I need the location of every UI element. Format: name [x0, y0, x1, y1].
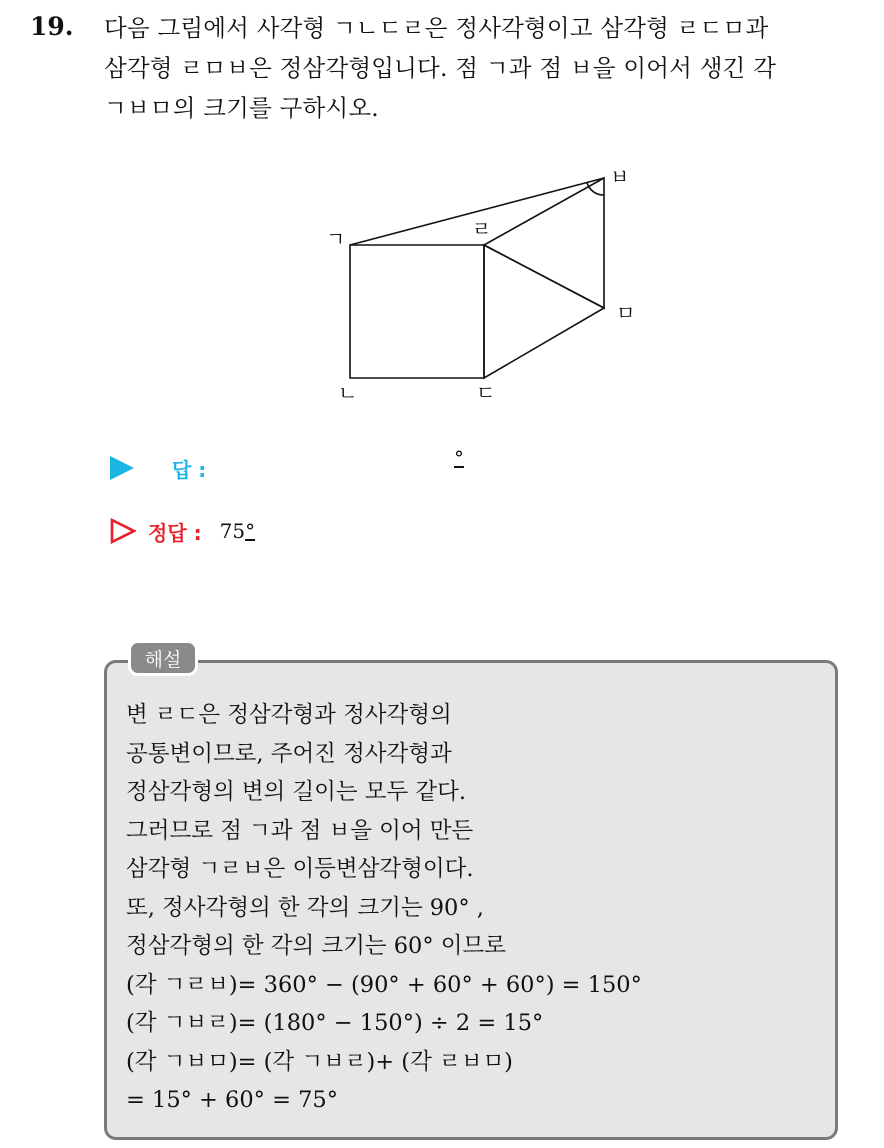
geometry-figure — [300, 150, 660, 410]
explanation-line: (각 ㄱㄹㅂ)= 360° − (90° + 60° + 60°) = 150° — [126, 971, 642, 998]
explanation-line: 또, 정사각형의 한 각의 크기는 90° , — [126, 894, 484, 921]
vertex-label-digeut: ㄷ — [476, 381, 496, 405]
vertex-label-bieup: ㅂ — [610, 165, 630, 189]
question-text — [104, 8, 874, 128]
vertex-label-mieum: ㅁ — [616, 301, 636, 325]
explanation-line: 삼각형 ㄱㄹㅂ은 이등변삼각형이다. — [126, 856, 474, 882]
correct-answer-number: 75 — [219, 519, 246, 543]
question-line: 삼각형 ㄹㅁㅂ은 정삼각형입니다. 점 ㄱ과 점 ㅂ을 이어서 생긴 각 — [104, 54, 777, 82]
explanation-line: 정삼각형의 한 각의 크기는 60° 이므로 — [126, 933, 506, 959]
angle-mark — [587, 183, 604, 196]
triangle-rieul-digeut-mieum — [484, 245, 604, 378]
explanation-line: (각 ㄱㅂㄹ)= (180° − 150°) ÷ 2 = 15° — [126, 1010, 544, 1036]
correct-answer-unit: ° — [245, 519, 256, 543]
question-line: 다음 그림에서 사각형 ㄱㄴㄷㄹ은 정사각형이고 삼각형 ㄹㄷㅁ과 — [104, 14, 769, 42]
answer-blank-row — [110, 446, 464, 484]
vertex-label-giyeok: ㄱ — [326, 227, 346, 251]
correct-answer-label: 정답 : — [148, 520, 202, 545]
explanation-line: 그러므로 점 ㄱ과 점 ㅂ을 이어 만든 — [126, 817, 474, 844]
correct-answer-value — [220, 519, 255, 543]
vertex-label-rieul: ㄹ — [472, 217, 492, 241]
outline-arrow-icon — [110, 518, 136, 544]
question-number: 19. — [30, 12, 74, 41]
answer-label: 답 : — [172, 457, 207, 482]
answer-unit: ° — [454, 446, 464, 470]
play-arrow-icon — [110, 456, 134, 480]
question-line: ㄱㅂㅁ의 크기를 구하시오. — [104, 94, 379, 122]
explanation-line: 정삼각형의 변의 길이는 모두 같다. — [126, 779, 467, 805]
explanation-text — [126, 696, 826, 1120]
correct-answer-row — [110, 515, 255, 547]
explanation-line: 변 ㄹㄷ은 정삼각형과 정사각형의 — [126, 702, 452, 728]
square-giyeok-nieun-digeut-rieul — [350, 245, 484, 378]
explanation-line: = 15° + 60° = 75° — [126, 1087, 338, 1113]
explanation-line: (각 ㄱㅂㅁ)= (각 ㄱㅂㄹ)+ (각 ㄹㅂㅁ) — [126, 1048, 513, 1075]
vertex-label-nieun: ㄴ — [338, 381, 358, 405]
triangle-rieul-mieum-bieup — [484, 178, 604, 308]
explanation-tag: 해설 — [128, 640, 198, 676]
explanation-line: 공통변이므로, 주어진 정사각형과 — [126, 740, 452, 767]
